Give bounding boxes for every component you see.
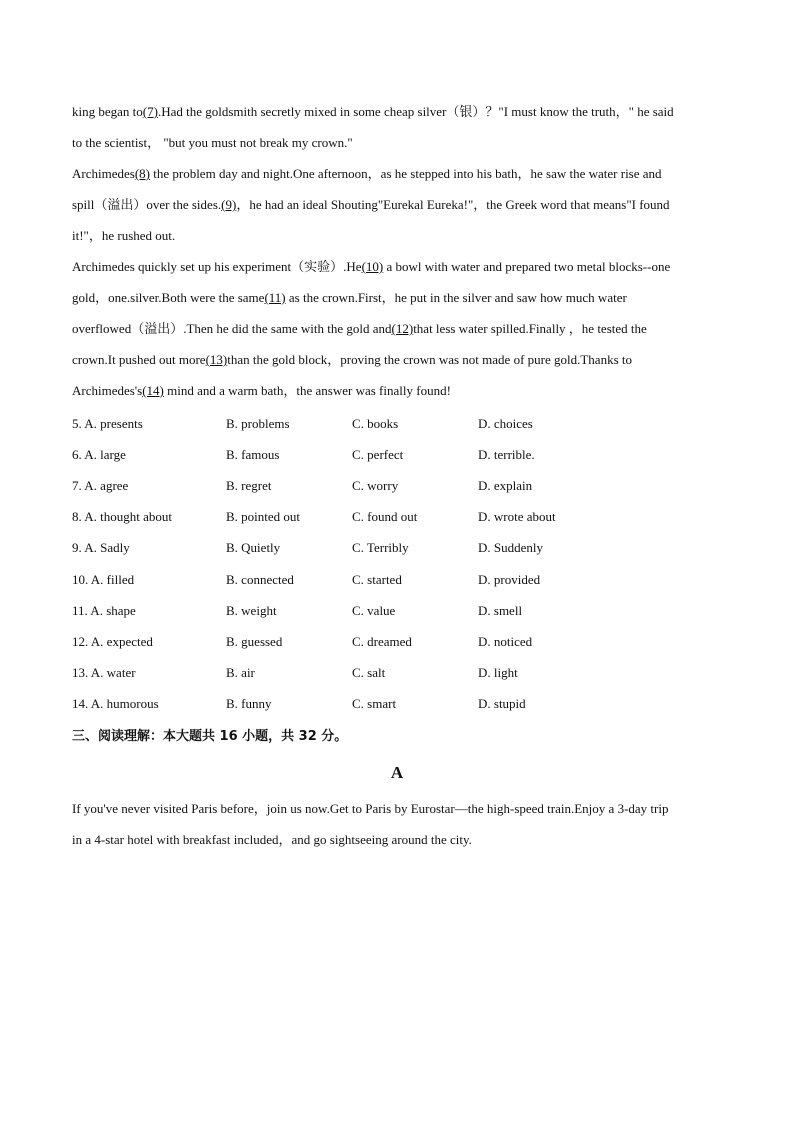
option-c: C. worry <box>352 478 399 493</box>
archimedes-passage <box>72 96 722 406</box>
option-a: 14. A. humorous <box>72 696 159 711</box>
option-a: 13. A. water <box>72 665 136 680</box>
option-a: 8. A. thought about <box>72 509 173 524</box>
option-c: C. started <box>352 572 402 587</box>
passage-line: Archimedes(8) the problem day and night.One afternoon，as he stepped into his bath，he saw the water rise and <box>72 166 662 181</box>
option-row-6 <box>72 439 722 470</box>
option-d: D. noticed <box>478 634 533 649</box>
passage-line: gold，one.silver.Both were the same(11) as the crown.First，he put in the silver and saw how much water <box>72 290 627 305</box>
option-b: B. Quietly <box>226 540 281 555</box>
option-a: 6. A. large <box>72 447 126 462</box>
blank-8: (8) <box>134 166 150 181</box>
passage-line: Archimedes's(14) mind and a warm bath，the answer was finally found! <box>72 383 451 398</box>
blank-11: (11) <box>264 290 286 305</box>
passage-a <box>72 793 722 855</box>
option-c: C. Terribly <box>352 540 409 555</box>
option-d: D. stupid <box>478 696 526 711</box>
blank-14: (14) <box>142 383 164 398</box>
option-d: D. terrible. <box>478 447 535 462</box>
option-d: D. explain <box>478 478 533 493</box>
option-d: D. light <box>478 665 518 680</box>
option-d: D. choices <box>478 416 533 431</box>
passage-line: If you've never visited Paris before，join us now.Get to Paris by Eurostar—the high-speed train.Enjoy a 3-day trip <box>72 801 669 816</box>
passage-line: overflowed（溢出）.Then he did the same with the gold and(12)that less water spilled.Finally ，he tested the <box>72 321 647 336</box>
option-b: B. problems <box>226 416 290 431</box>
option-row-5 <box>72 408 722 439</box>
option-b: B. weight <box>226 603 277 618</box>
option-a: 5. A. presents <box>72 416 143 431</box>
option-b: B. famous <box>226 447 280 462</box>
blank-12: (12) <box>391 321 414 336</box>
passage-line: it!"，he rushed out. <box>72 228 176 243</box>
passage-line: Archimedes quickly set up his experiment（实验）.He(10) a bowl with water and prepared two metal blocks--one <box>72 259 671 274</box>
option-b: B. regret <box>226 478 272 493</box>
option-a: 11. A. shape <box>72 603 136 618</box>
option-row-11 <box>72 595 722 626</box>
option-c: C. smart <box>352 696 397 711</box>
passage-line: spill（溢出）over the sides.(9)，he had an ideal Shouting"Eurekal Eureka!"，the Greek word that means"I found <box>72 197 670 212</box>
option-a: 9. A. Sadly <box>72 540 130 555</box>
option-row-8 <box>72 501 722 532</box>
passage-line: to the scientist， "but you must not break my crown." <box>72 135 353 150</box>
blank-13: (13) <box>205 352 228 367</box>
blank-7: (7) <box>142 104 158 119</box>
option-b: B. connected <box>226 572 294 587</box>
option-d: D. smell <box>478 603 523 618</box>
option-row-7 <box>72 470 722 501</box>
option-row-9 <box>72 532 722 563</box>
blank-10: (10) <box>361 259 384 274</box>
option-d: D. provided <box>478 572 541 587</box>
option-a: 10. A. filled <box>72 572 135 587</box>
option-b: B. guessed <box>226 634 283 649</box>
option-c: C. salt <box>352 665 386 680</box>
passage-line: king began to(7).Had the goldsmith secretly mixed in some cheap silver（银）？"I must know the truth，" he said <box>72 104 674 119</box>
option-row-13 <box>72 657 722 688</box>
passage-a-title: A <box>390 763 404 782</box>
option-b: B. pointed out <box>226 509 301 524</box>
blank-9: (9) <box>221 197 237 212</box>
option-row-14 <box>72 688 722 719</box>
option-row-12 <box>72 626 722 657</box>
option-d: D. wrote about <box>478 509 556 524</box>
option-a: 7. A. agree <box>72 478 129 493</box>
option-c: C. books <box>352 416 399 431</box>
option-b: B. funny <box>226 696 272 711</box>
passage-line: crown.It pushed out more(13)than the gold block，proving the crown was not made of pure gold.Thanks to <box>72 352 632 367</box>
option-d: D. Suddenly <box>478 540 543 555</box>
option-c: C. found out <box>352 509 418 524</box>
option-c: C. dreamed <box>352 634 412 649</box>
option-a: 12. A. expected <box>72 634 153 649</box>
section-heading: 三、阅读理解：本大题共 16 小题，共 32 分。 <box>72 729 348 744</box>
option-row-10 <box>72 564 722 595</box>
option-c: C. value <box>352 603 396 618</box>
option-b: B. air <box>226 665 255 680</box>
passage-line: in a 4-star hotel with breakfast included，and go sightseeing around the city. <box>72 832 472 847</box>
option-c: C. perfect <box>352 447 404 462</box>
